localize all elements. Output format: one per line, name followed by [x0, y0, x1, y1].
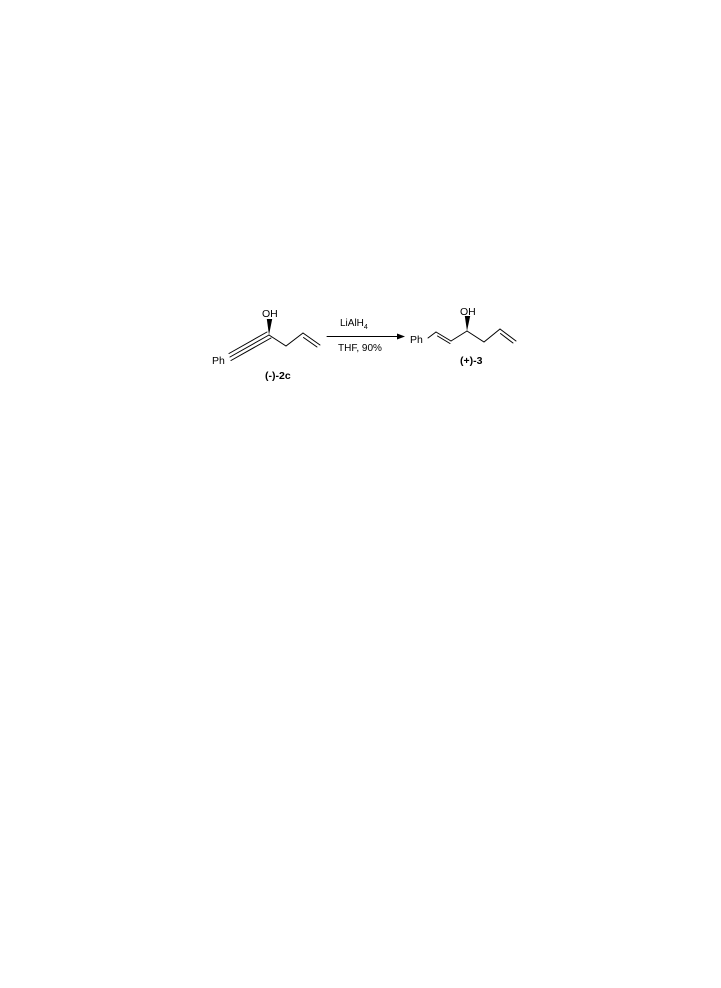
product-chain: [467, 329, 500, 342]
reactant-structure: [212, 308, 320, 382]
product-structure: [410, 306, 516, 367]
solvent-yield-text: THF, 90%: [338, 343, 382, 354]
reactant-alkene: [303, 333, 320, 347]
reaction-arrow-group: [327, 318, 405, 354]
reagent-text: [340, 318, 368, 331]
reactant-phenyl-label: Ph: [212, 355, 225, 367]
reactant-wedge-bond: [267, 319, 272, 335]
reactant-chain: [269, 333, 303, 346]
reagent-subscript: 4: [363, 324, 368, 331]
reactant-compound-label: (-)-2c: [265, 370, 291, 382]
reagent-main: LiAlH: [340, 318, 364, 329]
product-styrenyl-alkene: [436, 332, 451, 344]
product-carbinol-bond: [451, 331, 467, 341]
product-compound-label: (+)-3: [460, 355, 483, 367]
reactant-hydroxyl-label: OH: [262, 308, 278, 320]
product-hydroxyl-label: OH: [460, 306, 476, 318]
product-wedge-bond: [465, 316, 470, 331]
product-ph-bond: [428, 332, 436, 338]
product-phenyl-label: Ph: [410, 334, 423, 346]
reactant-triple-bond: [229, 332, 271, 361]
product-terminal-alkene: [500, 329, 516, 343]
reaction-arrow-head: [397, 334, 405, 340]
